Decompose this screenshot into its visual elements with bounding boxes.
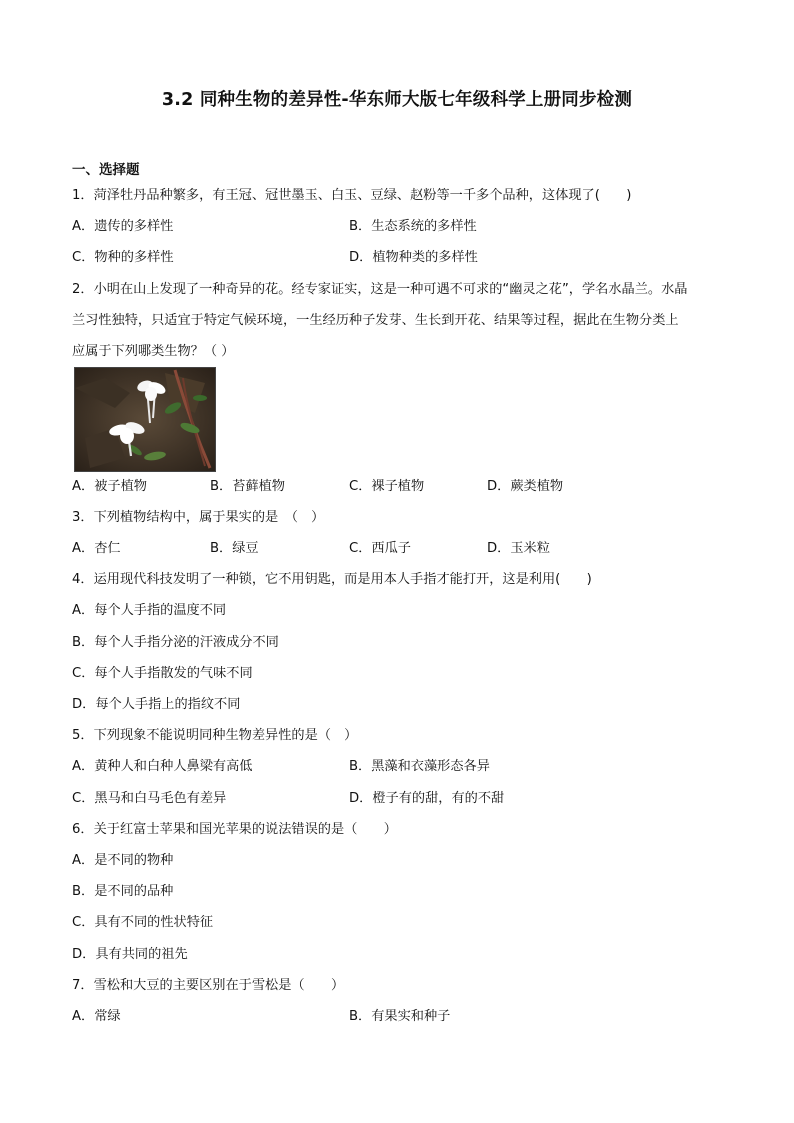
question-6-option-a: A．是不同的物种 (72, 853, 174, 868)
question-1-option-c: C．物种的多样性 (72, 250, 174, 265)
question-6-option-b: B．是不同的品种 (72, 884, 174, 899)
question-3-option-b: B．绿豆 (210, 541, 259, 556)
question-4-option-b: B．每个人手指分泌的汗液成分不同 (72, 635, 279, 650)
question-5-option-b: B．黑藻和衣藻形态各异 (349, 759, 490, 774)
question-1-option-b: B．生态系统的多样性 (349, 219, 477, 234)
question-3-option-a: A．杏仁 (72, 541, 121, 556)
question-6-option-c: C．具有不同的性状特征 (72, 915, 214, 930)
question-1-option-a: A．遗传的多样性 (72, 219, 174, 234)
question-2-option-c: C．裸子植物 (349, 479, 425, 494)
question-7-option-b: B．有果实和种子 (349, 1009, 451, 1024)
question-3-option-d: D．玉米粒 (487, 541, 550, 556)
question-3-option-c: C．西瓜子 (349, 541, 411, 556)
white-flower-photo (74, 367, 216, 472)
question-5-option-d: D．橙子有的甜，有的不甜 (349, 791, 505, 806)
question-5-option-c: C．黑马和白马毛色有差异 (72, 791, 227, 806)
section-heading: 一、选择题 (72, 162, 140, 178)
question-2-stem-line-2: 兰习性独特，只适宜于特定气候环境，一生经历种子发芽、生长到开花、结果等过程，据此在生物分类上 (72, 313, 679, 328)
question-2-stem-line-3: 应属于下列哪类生物？（ ） (72, 344, 235, 359)
question-4-option-c: C．每个人手指散发的气味不同 (72, 666, 253, 681)
question-1-option-d: D．植物种类的多样性 (349, 250, 478, 265)
question-6-option-d: D．具有共同的祖先 (72, 947, 188, 962)
question-2-option-d: D．蕨类植物 (487, 479, 564, 494)
question-4-option-d: D．每个人手指上的指纹不同 (72, 697, 241, 712)
question-7-option-a: A．常绿 (72, 1009, 121, 1024)
question-4-stem: 4．运用现代科技发明了一种锁，它不用钥匙，而是用本人手指才能打开，这是利用( ) (72, 572, 592, 587)
question-4-option-a: A．每个人手指的温度不同 (72, 603, 227, 618)
question-1-stem: 1．菏泽牡丹品种繁多，有王冠、冠世墨玉、白玉、豆绿、赵粉等一千多个品种，这体现了( ) (72, 188, 632, 203)
question-2-stem-line-1: 2．小明在山上发现了一种奇异的花。经专家证实，这是一种可遇不可求的“幽灵之花”，学名水晶兰。水晶 (72, 282, 688, 297)
question-7-stem: 7．雪松和大豆的主要区别在于雪松是（ ） (72, 978, 345, 993)
question-2-option-a: A．被子植物 (72, 479, 147, 494)
page-title: 3.2 同种生物的差异性-华东师大版七年级科学上册同步检测 (161, 90, 633, 110)
question-2-option-b: B．苔藓植物 (210, 479, 285, 494)
question-5-option-a: A．黄种人和白种人鼻梁有高低 (72, 759, 253, 774)
question-3-stem: 3．下列植物结构中，属于果实的是 （ ） (72, 510, 325, 525)
question-6-stem: 6．关于红富士苹果和国光苹果的说法错误的是（ ） (72, 822, 397, 837)
question-5-stem: 5．下列现象不能说明同种生物差异性的是（ ） (72, 728, 358, 743)
